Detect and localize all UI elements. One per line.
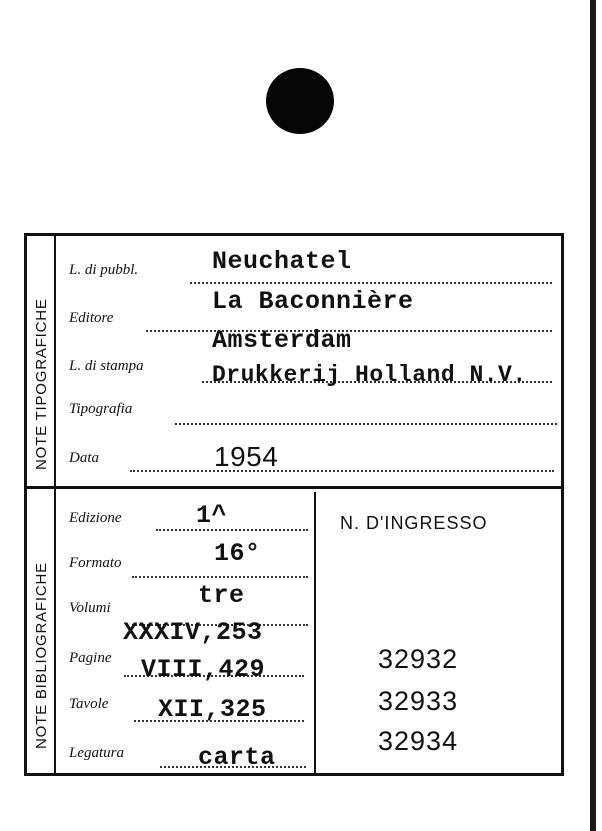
dotted-line [175, 423, 557, 425]
ingresso-number: 32934 [378, 726, 459, 756]
label-data: Data [69, 450, 99, 466]
value-luogo-pubblicazione: Neuchatel [212, 247, 352, 276]
value-formato: 16° [214, 539, 261, 568]
dotted-line [130, 470, 554, 472]
label-luogo-stampa: L. di stampa [69, 358, 144, 374]
label-formato: Formato [69, 555, 122, 571]
label-editore: Editore [69, 310, 114, 326]
label-tavole: Tavole [69, 696, 109, 712]
ingresso-number: 32933 [378, 686, 459, 716]
dotted-line [132, 576, 308, 578]
value-luogo-stampa: Amsterdam [212, 326, 352, 355]
value-volumi: tre [198, 581, 245, 610]
label-volumi: Volumi [69, 600, 111, 616]
value-data: 1954 [214, 441, 279, 472]
value-tipografia: Drukkerij Holland N.V. [212, 362, 527, 388]
ingresso-divider [314, 492, 316, 774]
label-legatura: Legatura [69, 745, 125, 761]
value-pagine-vol1: XXXIV,253 [123, 618, 263, 647]
label-edizione: Edizione [69, 510, 122, 526]
punch-hole [266, 68, 334, 134]
label-pagine: Pagine [69, 650, 112, 666]
section-title-bibliografiche: NOTE BIBLIOGRAFICHE [33, 562, 50, 749]
value-edizione: 1^ [196, 501, 228, 530]
label-luogo-pubblicazione: L. di pubbl. [69, 262, 139, 278]
dotted-line [190, 282, 552, 284]
section-title-tipografiche: NOTE TIPOGRAFICHE [33, 298, 50, 470]
card-right-edge [590, 0, 602, 831]
section-divider [27, 486, 561, 489]
value-editore: La Baconnière [212, 287, 414, 316]
ingresso-header: N. D'INGRESSO [340, 513, 488, 533]
dotted-line [156, 529, 308, 531]
value-tavole: XII,325 [158, 695, 267, 724]
value-legatura: carta [198, 743, 276, 772]
ingresso-number: 32932 [378, 644, 459, 674]
value-pagine-vol2: VIII,429 [141, 655, 266, 684]
label-tipografia: Tipografia [69, 401, 133, 417]
